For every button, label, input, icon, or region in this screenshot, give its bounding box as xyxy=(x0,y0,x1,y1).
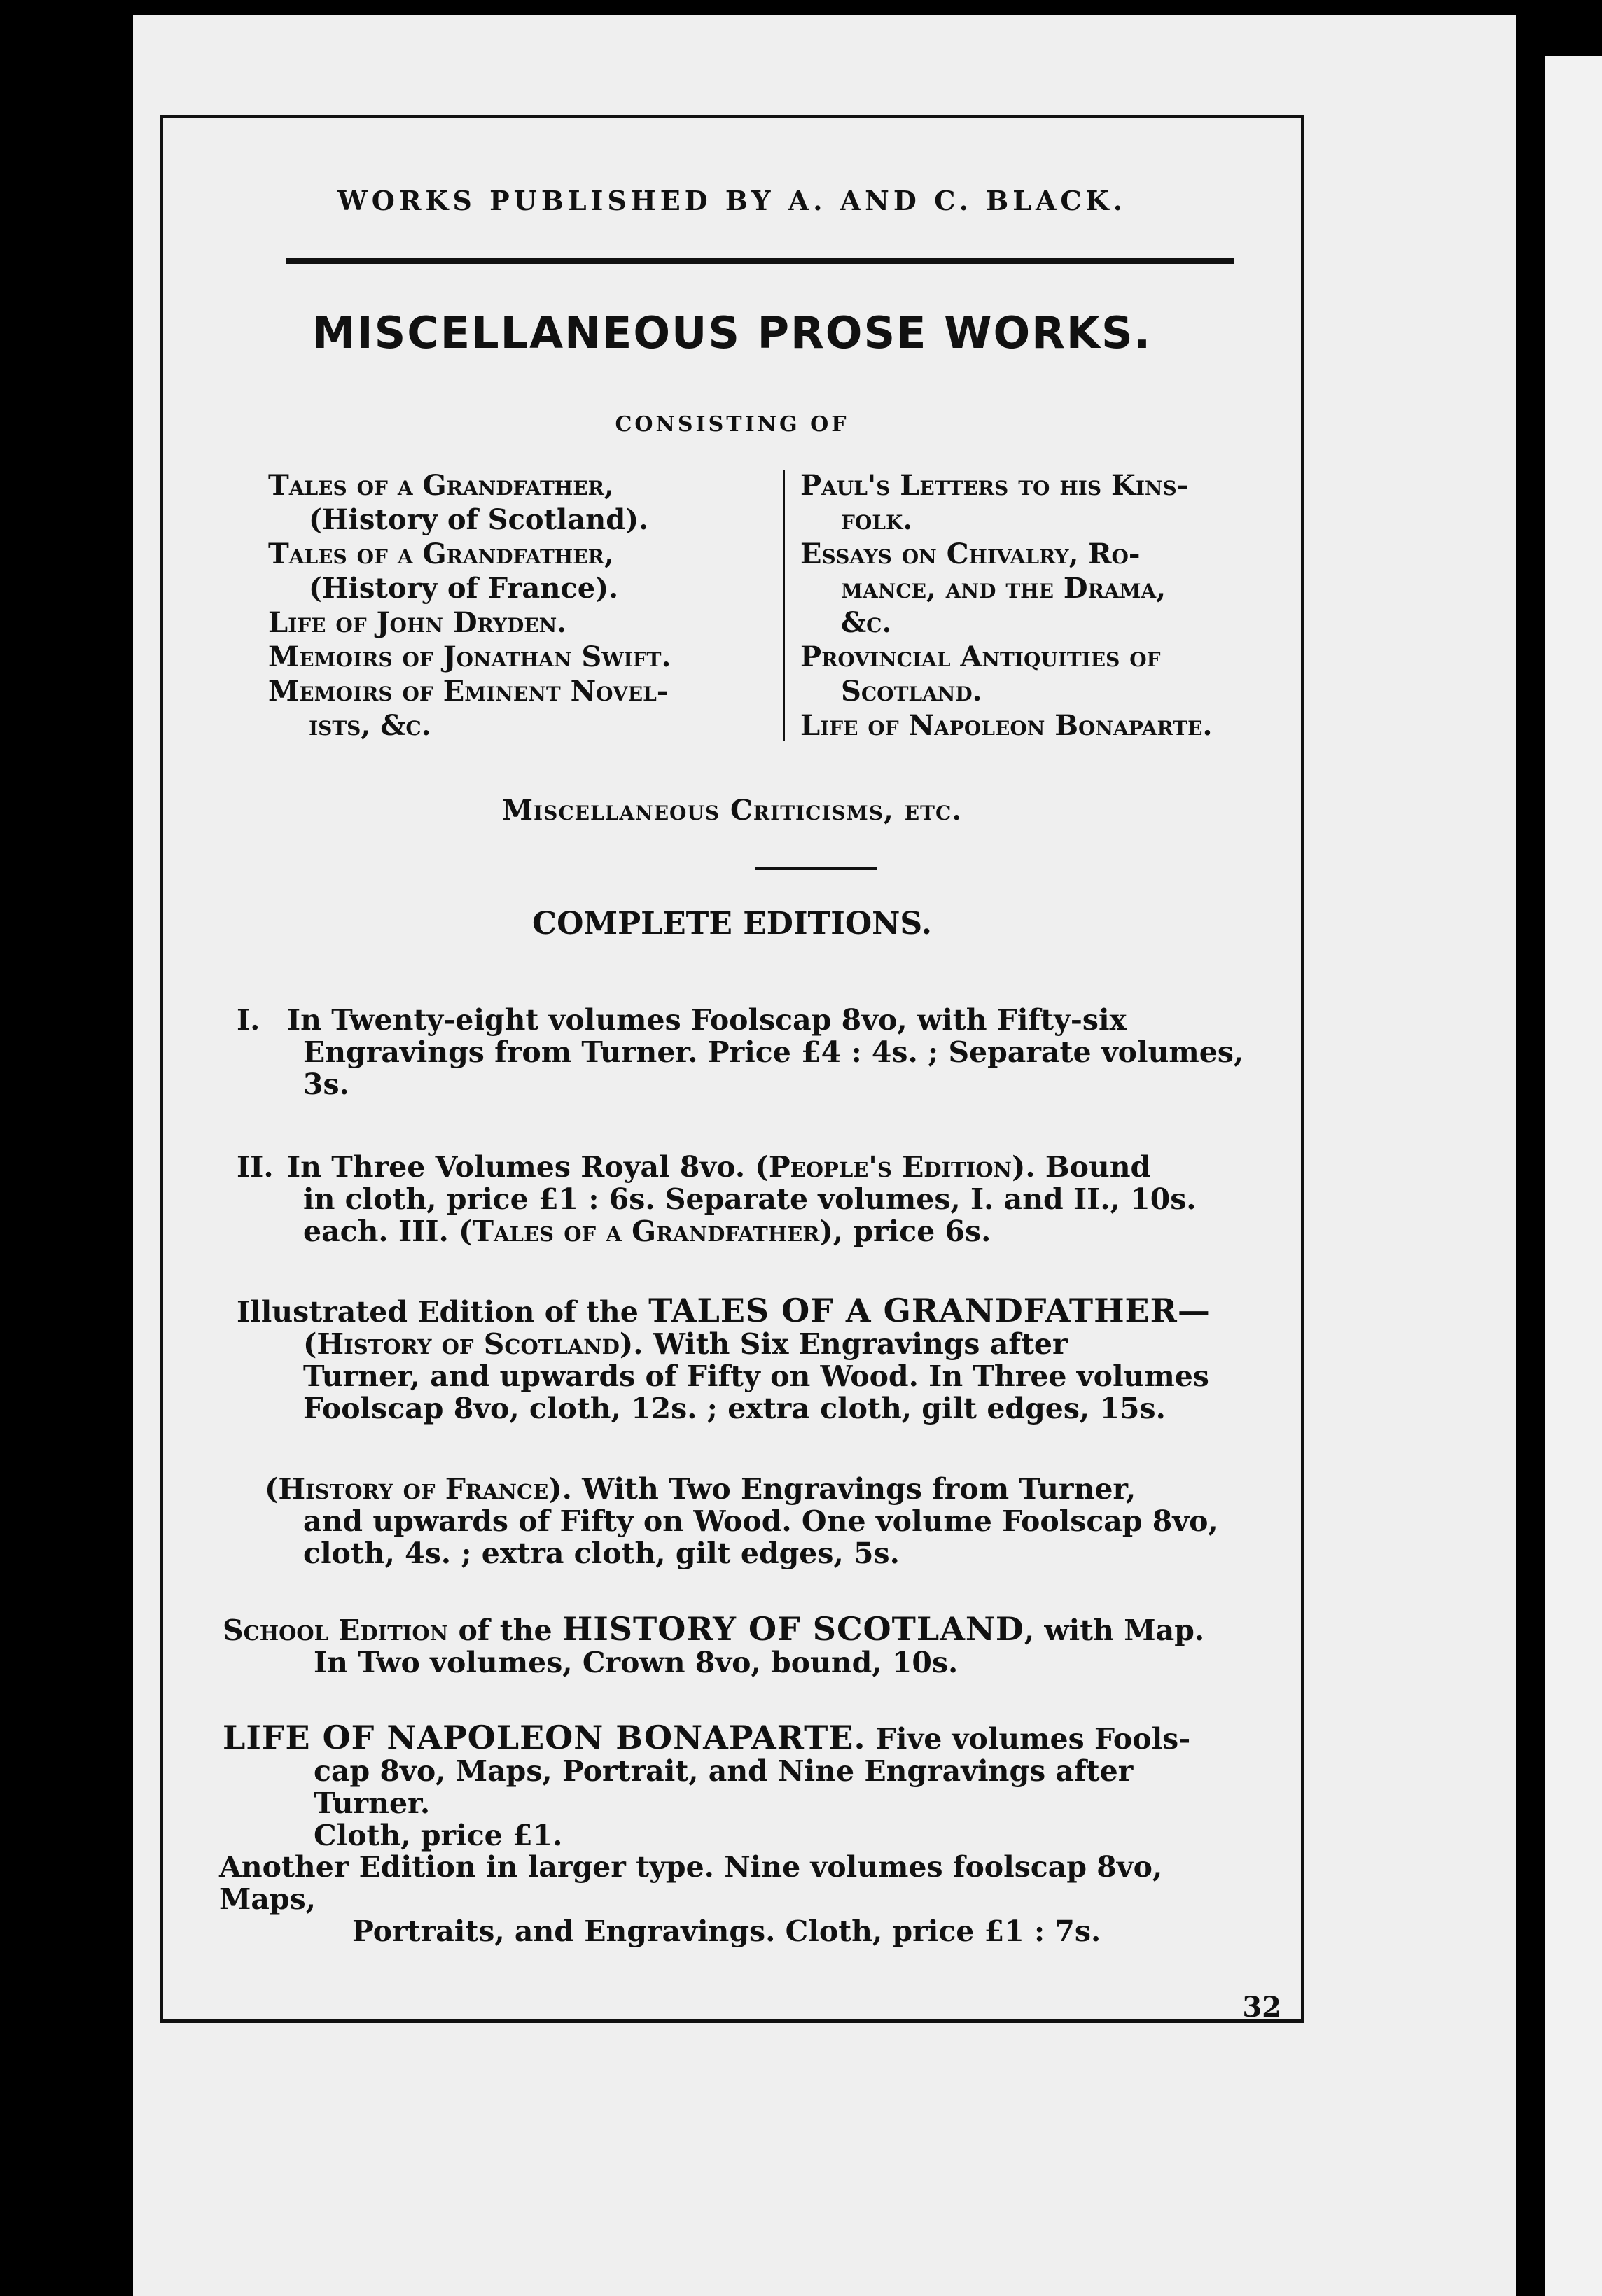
page-title: MISCELLANEOUS PROSE WORKS. xyxy=(312,307,1152,358)
works-list-item: Essays on Chivalry, Ro- mance, and the Drama, &c. xyxy=(800,538,1166,639)
edition-entry: LIFE OF NAPOLEON BONAPARTE. Five volumes Fools- cap 8vo, Maps, Portrait, and Nine Engravings after Turner. Cloth, price £1. xyxy=(223,1718,1191,1852)
edition-entry: II. In Three Volumes Royal 8vo. (People's Edition). Bound in cloth, price £1 : 6s. Separate volumes, I. and II., 10s. each. III. (Tales of a Grandfather), price 6s. xyxy=(237,1150,1197,1248)
section-rule xyxy=(755,867,877,870)
misc-criticisms: Miscellaneous Criticisms, etc. xyxy=(501,794,963,827)
header-rule xyxy=(286,258,1234,264)
works-list-item: Life of John Dryden. xyxy=(268,606,567,639)
page-number: 32 xyxy=(1242,1991,1281,2024)
edition-entry: School Edition of the HISTORY OF SCOTLAND, with Map. In Two volumes, Crown 8vo, bound, 10s. xyxy=(223,1610,1205,1679)
edition-entry: Illustrated Edition of the TALES OF A GRANDFATHER— (History of Scotland). With Six Engravings after Turner, and upwards of Fifty on Wood. In Three volumes Foolscap 8vo, cloth, 12s. ; extra cloth, gilt edges, 15s. xyxy=(237,1292,1211,1425)
advertisement-frame xyxy=(160,115,1304,2023)
works-list-item: Life of Napoleon Bonaparte. xyxy=(800,709,1213,742)
works-list-right xyxy=(800,468,1290,743)
scan-left-edge xyxy=(0,0,133,2296)
edition-entry: I. In Twenty-eight volumes Foolscap 8vo, with Fifty-six Engravings from Turner. Price £4 : 4s. ; Separate volumes, 3s. xyxy=(237,1003,1244,1101)
works-list-item: Tales of a Grandfather, (History of Scotland). xyxy=(268,469,649,536)
edition-entry: (History of France). With Two Engravings from Turner, and upwards of Fifty on Wood. One volume Foolscap 8vo, cloth, 4s. ; extra cloth, gilt edges, 5s. xyxy=(265,1472,1218,1570)
facing-page-edge xyxy=(1545,56,1602,2296)
works-list-left xyxy=(268,468,758,743)
works-list-item: Tales of a Grandfather, (History of France). xyxy=(268,538,619,605)
complete-editions-heading: COMPLETE EDITIONS. xyxy=(532,906,932,941)
works-list-item: Provincial Antiquities of Scotland. xyxy=(800,640,1161,708)
scan-gutter xyxy=(1516,0,1545,2296)
column-divider xyxy=(783,470,785,741)
works-list-item: Memoirs of Jonathan Swift. xyxy=(268,640,671,673)
works-list-item: Paul's Letters to his Kins- folk. xyxy=(800,469,1189,536)
edition-entry: Another Edition in larger type. Nine volumes foolscap 8vo, Maps, Portraits, and Engravings. Cloth, price £1 : 7s. xyxy=(219,1850,1163,1948)
publisher-header: WORKS PUBLISHED BY A. AND C. BLACK. xyxy=(337,185,1127,216)
consisting-of-label: CONSISTING OF xyxy=(615,412,849,437)
works-list-item: Memoirs of Eminent Novel- ists, &c. xyxy=(268,675,669,742)
